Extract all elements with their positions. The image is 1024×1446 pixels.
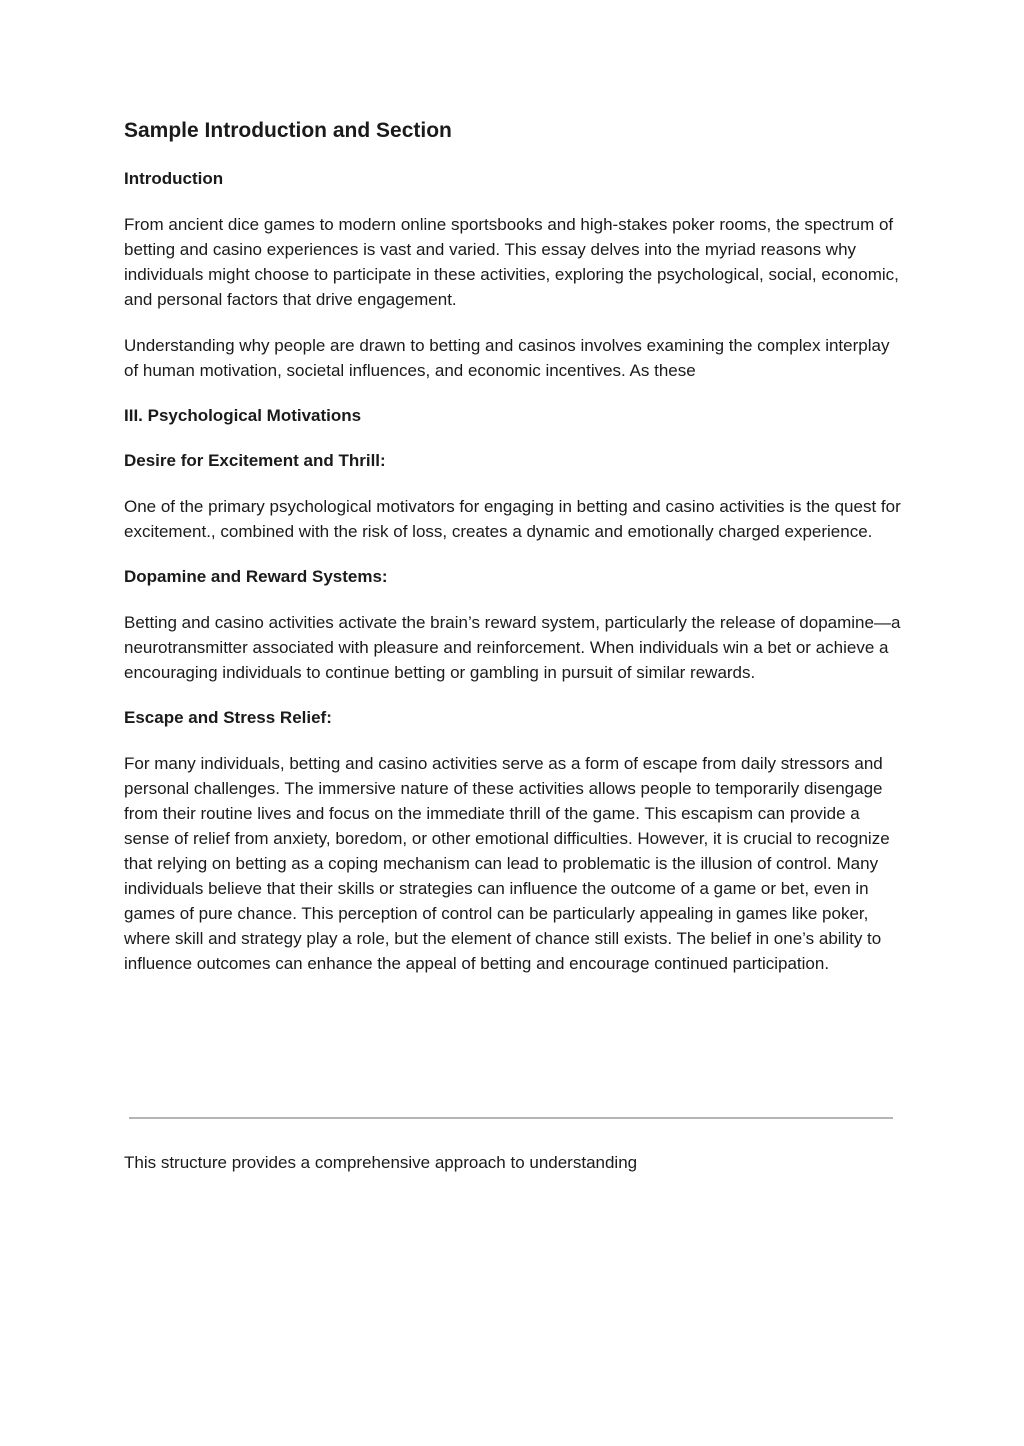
subsection-heading-escape: Escape and Stress Relief: xyxy=(124,708,332,727)
excitement-paragraph: One of the primary psychological motivators for engaging in betting and casino activities is the quest for excitement., combined with the risk of loss, creates a dynamic and emotionally charged experience. xyxy=(124,497,901,541)
introduction-paragraph-1: From ancient dice games to modern online sportsbooks and high-stakes poker rooms, the spectrum of betting and casino experiences is vast and varied. This essay delves into the myriad reasons why individuals might choose to participate in these activities, exploring the psychological, social, economic, and personal factors that drive engagement. xyxy=(124,215,899,309)
horizontal-divider xyxy=(129,1117,893,1119)
section-heading: III. Psychological Motivations xyxy=(124,406,362,425)
subsection-heading-excitement: Desire for Excitement and Thrill: xyxy=(124,451,386,470)
document-body xyxy=(124,118,904,997)
introduction-paragraph-2: Understanding why people are drawn to betting and casinos involves examining the complex interplay of human motivation, societal influences, and economic incentives. As these xyxy=(124,336,890,380)
escape-paragraph: For many individuals, betting and casino activities serve as a form of escape from daily stressors and personal challenges. The immersive nature of these activities allows people to temporarily disengage from their routine lives and focus on the immediate thrill of the game. This escapism can provide a sense of relief from anxiety, boredom, or other emotional difficulties. However, it is crucial to recognize that relying on betting as a coping mechanism can lead to problematic is the illusion of control. Many individuals believe that their skills or strategies can influence the outcome of a game or bet, even in games of pure chance. This perception of control can be particularly appealing in games like poker, where skill and strategy play a role, but the element of chance still exists. The belief in one’s ability to influence outcomes can enhance the appeal of betting and encourage continued participation. xyxy=(124,754,890,973)
subsection-heading-dopamine: Dopamine and Reward Systems: xyxy=(124,567,388,586)
closing-paragraph: This structure provides a comprehensive approach to understanding xyxy=(124,1153,638,1172)
dopamine-paragraph: Betting and casino activities activate the brain’s reward system, particularly the release of dopamine—a neurotransmitter associated with pleasure and reinforcement. When individuals win a bet or achieve a encouraging individuals to continue betting or gambling in pursuit of similar rewards. xyxy=(124,613,901,682)
introduction-heading: Introduction xyxy=(124,169,224,188)
document-title: Sample Introduction and Section xyxy=(124,119,452,142)
